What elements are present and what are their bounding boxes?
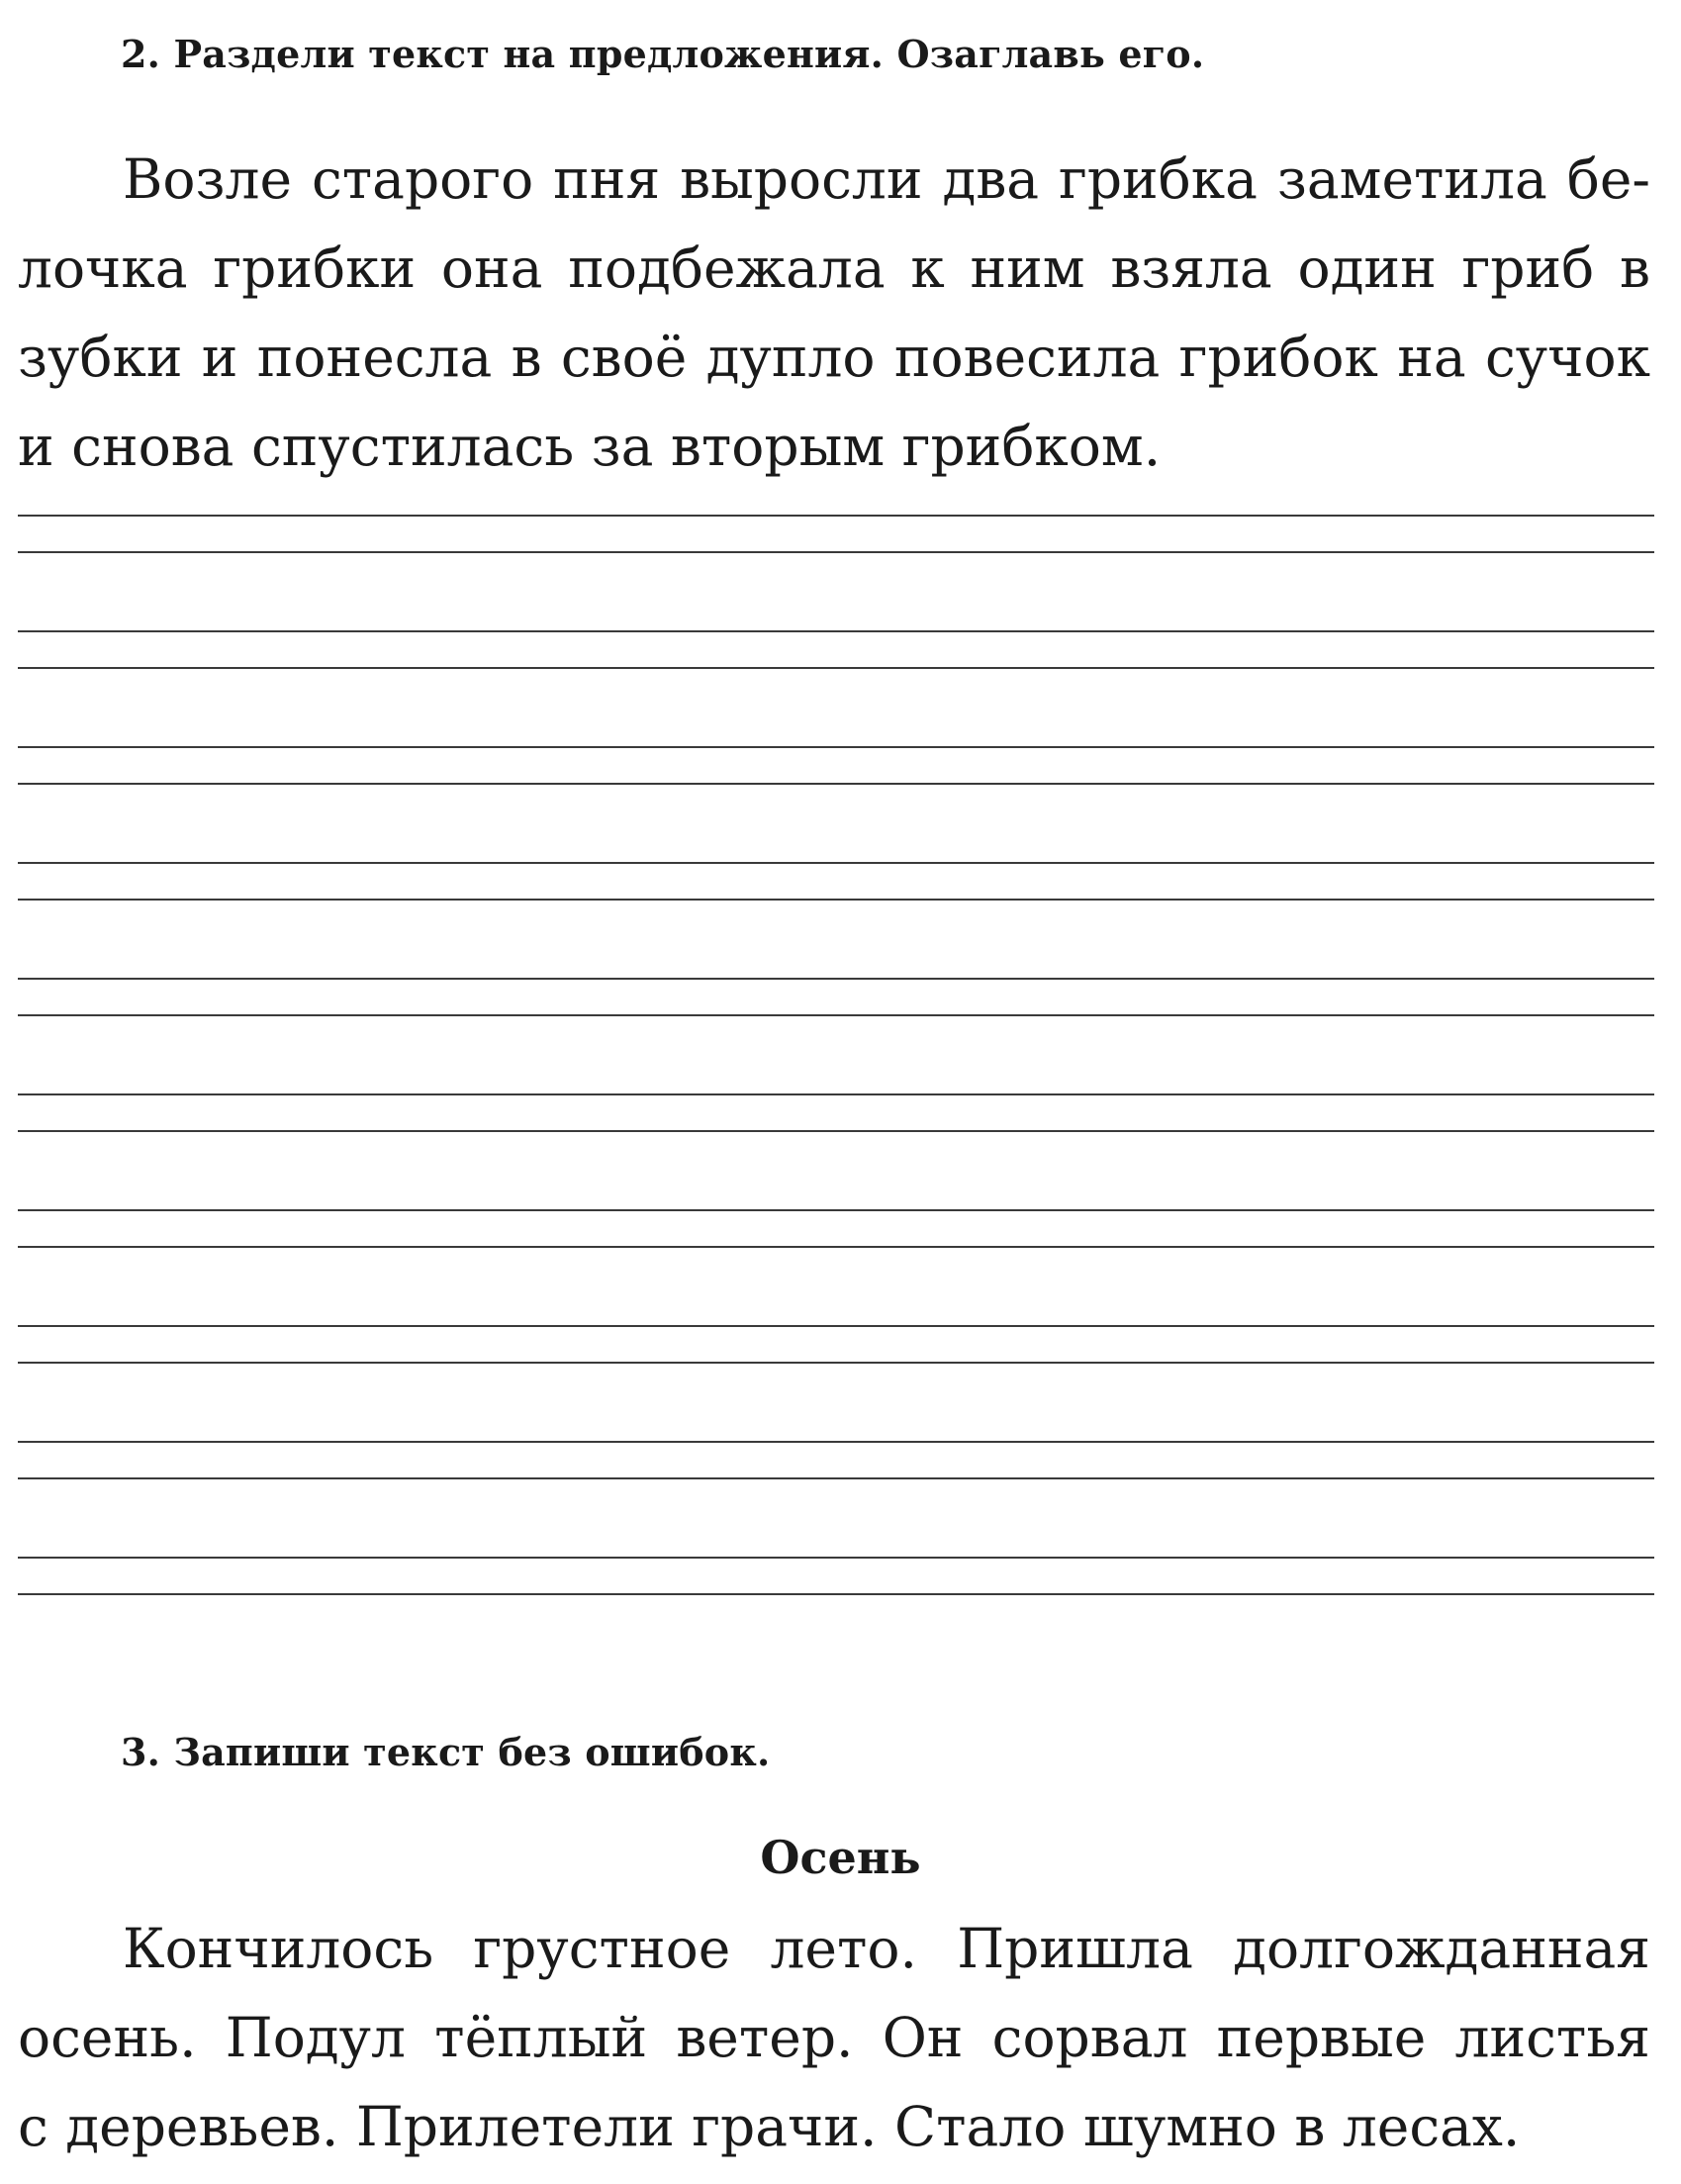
writing-line[interactable] — [18, 783, 1654, 785]
writing-line[interactable] — [18, 1593, 1654, 1595]
writing-line[interactable] — [18, 1246, 1654, 1248]
passage-line: Возле старого пня выросли два грибка заметила бе- — [123, 147, 1650, 211]
writing-line[interactable] — [18, 630, 1654, 632]
story-title: Осень — [760, 1831, 921, 1884]
writing-line[interactable] — [18, 862, 1654, 864]
task-3-heading: 3. Запиши текст без ошибок. — [121, 1730, 771, 1774]
writing-line[interactable] — [18, 978, 1654, 980]
task-3-passage — [18, 1904, 1650, 2171]
passage-line: Кончилось грустное лето. Пришла долгожданная — [123, 1917, 1650, 1980]
task-2-passage — [18, 135, 1650, 491]
task-2-heading: 2. Раздели текст на предложения. Озаглавь его. — [121, 32, 1205, 76]
writing-line[interactable] — [18, 1014, 1654, 1016]
writing-line[interactable] — [18, 1477, 1654, 1479]
writing-line[interactable] — [18, 1557, 1654, 1559]
writing-line[interactable] — [18, 551, 1654, 553]
writing-line[interactable] — [18, 515, 1654, 517]
passage-line: зубки и понесла в своё дупло повесила грибок на сучок — [18, 326, 1650, 389]
writing-line[interactable] — [18, 1325, 1654, 1327]
writing-line[interactable] — [18, 1130, 1654, 1132]
writing-line[interactable] — [18, 746, 1654, 748]
writing-line[interactable] — [18, 1362, 1654, 1364]
passage-line: с деревьев. Прилетели грачи. Стало шумно в лесах. — [18, 2095, 1521, 2158]
writing-line[interactable] — [18, 1209, 1654, 1211]
writing-line[interactable] — [18, 899, 1654, 901]
writing-line[interactable] — [18, 667, 1654, 669]
writing-line[interactable] — [18, 1093, 1654, 1095]
passage-line: осень. Подул тёплый ветер. Он сорвал первые листья — [18, 2006, 1650, 2069]
passage-line: и снова спустилась за вторым грибком. — [18, 415, 1162, 478]
writing-line[interactable] — [18, 1441, 1654, 1443]
passage-line: лочка грибки она подбежала к ним взяла один гриб в — [18, 237, 1650, 300]
